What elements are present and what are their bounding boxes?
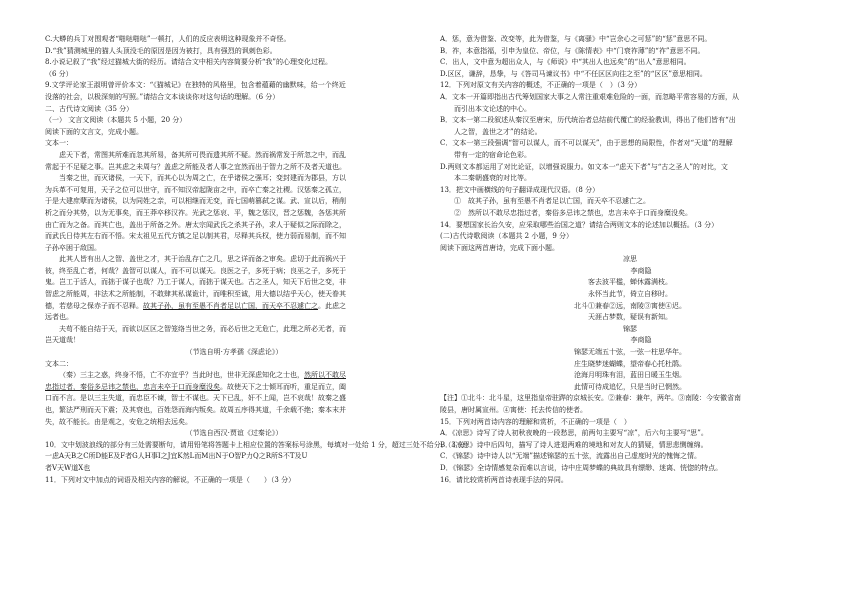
text-line: 失，故不能长。由是观之，安危之统相去远矣。: [45, 417, 192, 426]
text-line: 常起于不足疑之事。岂其虑之未周与？盖虑之所能及者人事之宜然而出于智力之所不及者天道也。: [45, 162, 346, 171]
q13-item: ① 故其子孙，虽有至愚不肖者足以亡国，而天卒不忍遽亡之。: [454, 197, 650, 206]
q12-option: 带有一定的宿命论色彩。: [454, 150, 531, 159]
reading-instruction: 阅读下面的文言文，完成小题。: [45, 127, 143, 136]
underlined-sentence-2b: 忠指过者，秦俗多忌讳之禁也，忠言未卒于口而身糜没矣: [45, 382, 220, 391]
underlined-sentence-2a: 然所以不敢尽: [304, 371, 346, 380]
q12-option: B．文本一第二段叙述从秦汉至唐宋，历代统治者总结前代覆亡的经验教训，得出了他们皆有“出: [440, 116, 736, 125]
question-11: 11．下列对文中加点的词语及相关内容的解说，不正确的一项是（ ）（3 分）: [45, 475, 296, 484]
poem-instruction: 阅读下面这两首唐诗，完成下面小题。: [440, 243, 559, 252]
text-line: 此其人皆有出人之智、盖世之才，其于治乱存亡之几，思之详而备之审矣。虑切于此而祸兴于: [59, 255, 346, 264]
poem1-title: 凉思: [623, 255, 637, 264]
text-line: 当秦之世，而灭诸侯，一天下，而其心以为周之亡，在乎诸侯之强耳；变封建而为郡县，方以: [59, 174, 346, 183]
text-span: 。故使天下之士倾耳而听，重足而立，阖: [220, 382, 346, 391]
q11-option-b: B．祚，本意指福，引申为皇位、帝位，与《陈情表》中“门衰祚薄”的“祚”意思不同。: [440, 46, 705, 55]
option-d: D.“我”猜测城里的猫人头顶没毛的原因是因为被打，具有强烈的讽刺色彩。: [45, 46, 277, 55]
q15-option-a: A．《凉思》诗写了诗人初秋夜晚的一段愁思，前两句主要写“凉”，后六句主要写“思”。: [440, 429, 708, 438]
poem-note: 【注】①北斗：北斗星，这里指皇帝驻跸的京城长安。②兼春：兼年，两年。③南陵：今安徽省南: [440, 394, 741, 403]
text-line: 于是大建庶孽而为诸侯，以为同姓之亲，可以相继而无变，而七国萌篡弑之谋。武、宣以后，稍削: [45, 197, 346, 206]
poem2-title: 锦瑟: [623, 324, 637, 333]
text-line: [45, 301, 423, 313]
poem2-line: 庄生晓梦迷蝴蝶，望帝春心托杜鹃。: [574, 359, 686, 368]
q12-option: 本二秦朝盛衰的对比等。: [454, 174, 531, 183]
subsection-heading: （一） 文言文阅读（本题共 5 小题，20 分）: [45, 116, 187, 125]
text-line: 智虑之所能周，非法术之所能制，不敢肆其私谋诡计，而唯积至诚，用大德以结乎天心，使天眷其: [45, 290, 346, 299]
q12-option: A．文本一开篇即指出古代筹划国家大事之人常注重艰难危险的一面，而忽略平常容易的方面，从: [440, 92, 740, 101]
q15-option-d: D．《锦瑟》全诗情感复杂而难以言说，诗中庄周梦蝶的典故具有缥缈、迷离、恍惚的特点。: [440, 463, 723, 472]
q15-option-c: C．《锦瑟》诗中诗人以“无端”描述锦瑟的五十弦，流露出自己虚度时光的愧悔之情。: [440, 452, 702, 461]
underlined-sentence-1: 故其子孙，虽有至愚不肖者足以亡国，而天卒不忍遽亡之: [143, 301, 318, 310]
text-line: 由亡而为之备。而其亡也，盖出于所备之外。唐太宗闻武氏之杀其子孙，求人于疑似之际而除之，: [45, 220, 346, 229]
text-line: 彼，终至乱亡者，何哉？盖智可以谋人，而不可以谋天。良医之子，多死于病；良巫之子，多死于: [45, 266, 346, 275]
poem1-line: 北斗①兼春②远，南陵③寓使④迟。: [574, 301, 686, 310]
question-8: 8.小说记叙了“我”经过猫城大街的经历。请结合文中相关内容简要分析“我”的心理变化过程。: [45, 58, 332, 67]
text-span: （秦）三主之惑，终身不悟，亡不亦宜乎？当此时也，世非无深虑知化之士也，: [59, 371, 304, 380]
option-c: C.大蟒的兵丁对围观者“啪哒啪哒”一顿打，人们的反应表明这种现象并不奇怪。: [45, 35, 291, 43]
poem2-line: 此情可待成追忆，只是当时已惘然。: [574, 382, 686, 391]
poem1-author: 李商隐: [630, 266, 652, 275]
poem1-line: 天涯占梦数，疑误有新知。: [588, 313, 672, 322]
left-column: [45, 34, 472, 486]
section-heading: 二、古代诗文阅读（35 分）: [45, 104, 134, 113]
poem-note: 陵县，唐时属宣州。④寓使：托去传信的使者。: [440, 406, 587, 414]
text-line: 子孙卒困于敌国。: [45, 243, 101, 252]
q12-option: C．文本一第三段强调“智可以谋人，而不可以谋天”，由于思想的局限性，作者对“天道”的理解: [440, 139, 733, 148]
poem1-line: 客去波平槛，蝉休露满枝。: [588, 278, 672, 287]
q11-option-c: C．出人，文中意为超出众人，与《师说》中“其出人也远矣”的“出人”意思相同。: [440, 58, 691, 67]
question-10: 10．文中划波浪线的部分有三处需要断句，请用铅笔将答题卡上相应位置的答案标号涂黑，每填对一处给 1 分，超过三处不给分。（3 分）: [45, 440, 472, 449]
poem2-line: 沧海月明珠有泪，蓝田日暖玉生烟。: [574, 371, 686, 380]
q11-option-d: D.区区，谦辞，恳挚，与《答司马谏议书》中“不任区区向往之至”的“区区”意思相同。: [440, 69, 707, 78]
text-line: 虑天下者，常图其所难而忽其所易，备其所可畏而遗其所不疑。然而祸常发于所忽之中，而乱: [59, 150, 346, 159]
text-line: 远者也。: [45, 313, 73, 322]
source-citation-2: （节选自西汉·贾谊《过秦论》）: [185, 429, 283, 438]
q13-item: ② 然所以不敢尽忠指过者，秦俗多忌讳之禁也，忠言未卒于口而身糜没矣。: [454, 208, 692, 217]
text-line: [45, 382, 423, 394]
text-two-label: 文本二：: [45, 359, 73, 368]
text-line: 夫苟不能自结于天，而欲以区区之智笼络当世之务，而必后世之无危亡，此理之所必无者，而: [59, 324, 346, 333]
question-8-score: （6 分）: [45, 69, 73, 78]
source-citation-1: （节选自明·方孝孺《深虑论》）: [185, 348, 283, 357]
text-span: 德，若慈母之保赤子而不忍释。: [45, 301, 143, 310]
text-one-label: 文本一：: [45, 139, 73, 148]
question-12: 12．下列对原文有关内容的概述，不正确的一项是（ ）（3 分）: [440, 81, 642, 90]
text-line: 鬼。岂工于活人，而拙于谋子也哉？乃工于谋人，而拙于谋天也。古之圣人，知天下后世之变，非: [45, 278, 346, 287]
q11-option-a: A．惩，意为借鉴、改变等，此为借鉴，与《离骚》中“岂余心之可惩”的“惩”意思不同。: [440, 35, 712, 43]
poem2-line: 锦瑟无端五十弦，一弦一柱思华年。: [574, 348, 686, 357]
poem1-line: 永怀当此节，倚立自移时。: [588, 290, 672, 299]
text-line: 析之而分其势，以为无事矣，而王莽卒移汉祚。光武之惩哀、平，魏之惩汉，晋之惩魏，各惩其所: [45, 208, 346, 217]
question-15: 15．下列对两首诗内容的理解和赏析，不正确的一项是（ ）: [440, 417, 631, 426]
question-9: 9.文学评论家王淑明曾评价本文：“《猫城记》在独特的风格里，包含着蕴藉的幽默味，给一个终近: [45, 81, 346, 90]
q12-option: D.两则文本都运用了对比论证，以增强说服力。如文本一“虑天下者”与“古之圣人”的对比，文: [440, 162, 728, 171]
question-14: 14．要想国家长治久安，应采取哪些治国之道？请结合两则文本的论述加以概括。（3 分）: [440, 220, 719, 229]
question-10-options: 者V天W道X也: [45, 463, 91, 472]
question-9-cont: 没落的社会，以极深刻的写照。”请结合文本谈谈你对这句话的理解。（6 分）: [45, 92, 280, 101]
q15-option-b: B．《凉思》诗中后四句，描写了诗人进退两难的境地和对友人的猜疑，情思悲恻缠绵。: [440, 440, 708, 449]
text-line: 为兵革不可复用，天子之位可以世守，而不知汉帝起陇亩之中，而卒亡秦之社稷。汉惩秦之孤立，: [45, 185, 346, 194]
text-line: 也，繁法严刑而天下震；及其衰也，百姓怨而海内叛矣。故周五序得其道，千余载不绝；秦本末并: [45, 406, 346, 414]
q12-option: 而引出本文论述的中心。: [454, 104, 531, 113]
text-line: 而武氏日侍其左右而不悟。宋太祖见五代方镇之足以制其君，尽释其兵权，使力弱而易制，而不知: [45, 232, 346, 241]
question-16: 16．请比较赏析两首诗表现手法的异同。: [440, 475, 568, 484]
text-span: 。此虑之: [318, 301, 346, 310]
text-line: 岂天道哉！: [45, 336, 80, 345]
right-column: [440, 34, 820, 486]
text-line: [45, 370, 423, 382]
q12-option: 人之智，盖世之才”的结论。: [454, 127, 542, 136]
poem2-author: 李商隐: [630, 336, 652, 345]
text-line: 口而不言。是以三主失道，而忠臣不谏，智士不谋也。天下已乱，奸不上闻，岂不哀哉！故秦之盛: [45, 394, 346, 403]
poem-section-heading: (二)古代诗歌阅读（本题共 2 小题，9 分）: [440, 232, 574, 241]
question-10-options: 一虑A天B之C所D能E及F者G人H事I之J宜K然L而M出N于O智P力Q之R所S不T及U: [45, 452, 308, 461]
question-13: 13．把文中画横线的句子翻译成现代汉语。（8 分）: [440, 185, 600, 194]
